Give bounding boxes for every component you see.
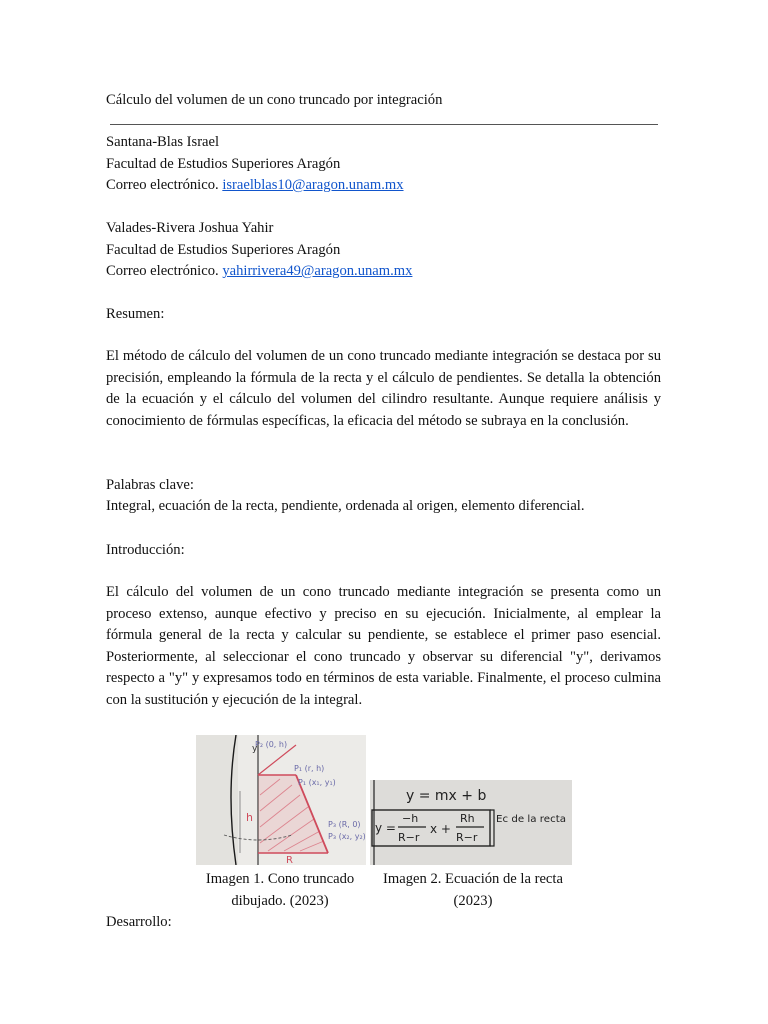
cone-sketch (196, 735, 366, 865)
figure-2-caption-line-1: Imagen 2. Ecuación de la recta (383, 871, 563, 887)
paper-title: Cálculo del volumen de un cono truncado por integración (106, 92, 443, 108)
figure-1-caption-line-2: dibujado. (2023) (231, 892, 329, 909)
author-1-email-line (106, 175, 404, 197)
eq-den-1: R−r (398, 831, 420, 844)
abstract-text: El método de cálculo del volumen de un cono truncado mediante integración se destaca por su precisión, empleando la fórmula de la recta y el cálculo de pendientes. Se detalla la obtención de la ecuación y el cálculo del volumen del cilindro resultante. Aunque requiere análisis y conocimiento de fórmulas específicas, la eficacia del método se subraya en la conclusión. (106, 348, 661, 429)
author-1-email-label: Correo electrónico. (106, 177, 219, 193)
eq-num-1: −h (402, 812, 419, 825)
label-p1: P₁ (r, h) (294, 764, 325, 773)
author-1-affiliation: Facultad de Estudios Superiores Aragón (106, 156, 341, 172)
equation-sketch (370, 780, 572, 865)
label-y: y (252, 744, 258, 754)
author-2-email-line (106, 261, 412, 283)
introduction-text: El cálculo del volumen de un cono truncado mediante integración se presenta como un proceso extenso, aunque efectivo y preciso en su ejecución. Inicialmente, al emplear la fórmula general de la recta y calcular su pendiente, se establece el primer paso esencial. Posteriormente, al seleccionar el cono truncado y observar su diferencial "y", derivamos respecto a "y" y expresamos todo en términos de esta variable. Finalmente, el proceso culmina con la sustitución y ejecución de la integral. (106, 584, 661, 708)
figure-1-caption-line-1: Imagen 1. Cono truncado (205, 871, 355, 887)
keywords-text: Integral, ecuación de la recta, pendiente, ordenada al origen, elemento diferencial. (106, 498, 585, 514)
figure-1-caption (190, 869, 370, 912)
development-heading: Desarrollo: (106, 914, 172, 930)
author-1-email-link[interactable]: israelblas10@aragon.unam.mx (222, 177, 404, 193)
abstract-heading: Resumen: (106, 306, 165, 322)
eq-num-2: Rh (460, 812, 475, 825)
eq-note: Ec de la recta (496, 814, 566, 825)
label-R: R (286, 855, 293, 865)
eq-general: y = mx + b (406, 788, 487, 804)
figure-1-image (196, 735, 366, 865)
label-p3b: P₃ (x₂, y₂) (328, 832, 366, 841)
author-2-name: Valades-Rivera Joshua Yahir (106, 220, 274, 236)
figure-2-image (370, 780, 572, 865)
title-divider (110, 124, 658, 125)
keywords-heading: Palabras clave: (106, 477, 194, 493)
introduction-heading: Introducción: (106, 542, 185, 558)
author-2-affiliation: Facultad de Estudios Superiores Aragón (106, 242, 341, 258)
eq-x-plus: x + (430, 822, 451, 836)
author-1-name: Santana-Blas Israel (106, 134, 220, 150)
label-p1b: P₁ (x₁, y₁) (298, 778, 336, 787)
label-p3: P₃ (R, 0) (328, 820, 361, 829)
eq-y-equals: y = (375, 821, 396, 835)
author-2-email-label: Correo electrónico. (106, 263, 219, 279)
eq-den-2: R−r (456, 831, 478, 844)
label-h: h (246, 811, 253, 824)
figure-2-caption (370, 869, 576, 912)
figure-2-caption-line-2: (2023) (453, 892, 493, 909)
label-p2: P₂ (0, h) (255, 740, 288, 749)
author-2-email-link[interactable]: yahirrivera49@aragon.unam.mx (222, 263, 413, 279)
